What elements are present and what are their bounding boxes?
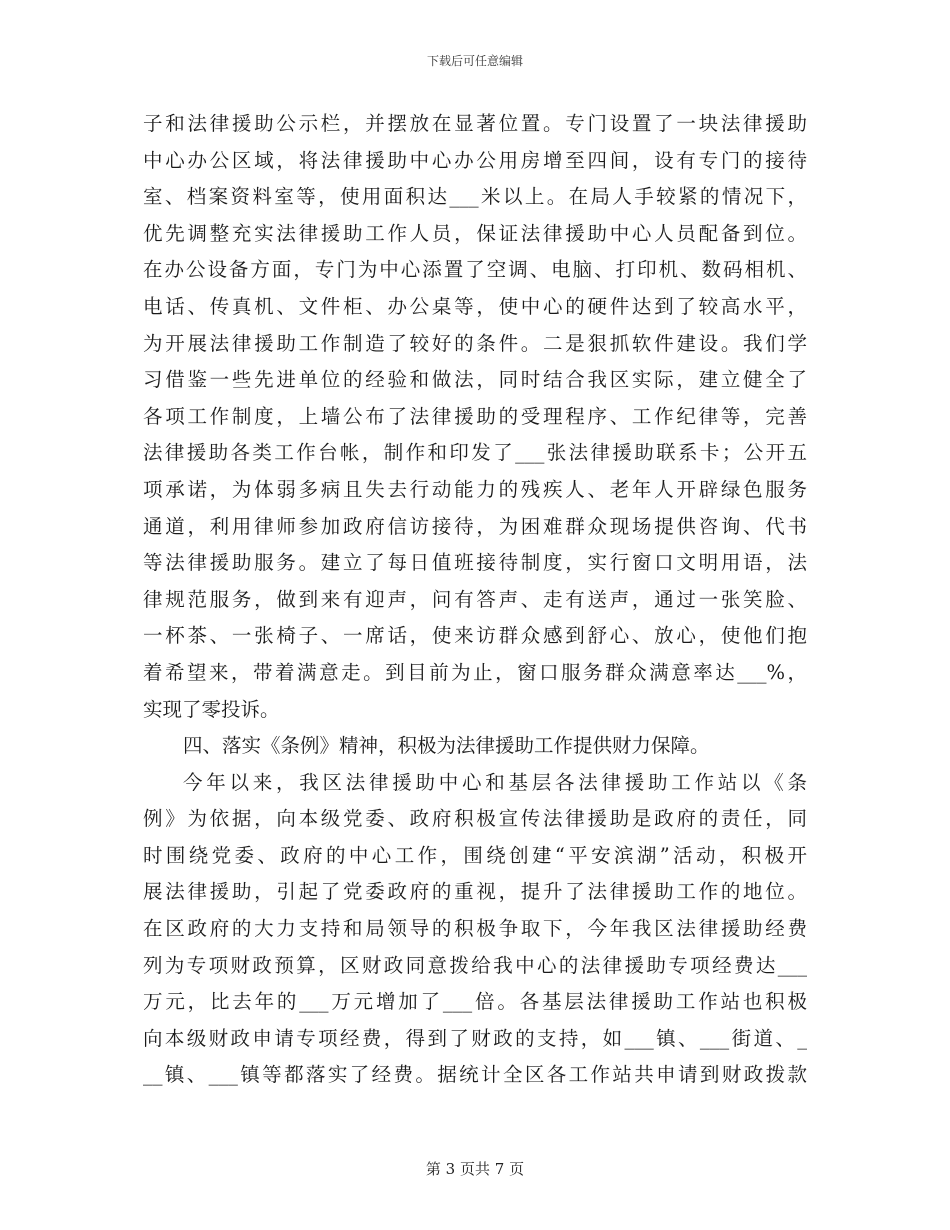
document-body (143, 106, 807, 1094)
text-line: 列为专项财政预算，区财政同意拨给我中心的法律援助专项经费达___ (143, 953, 807, 977)
text-line: 法律援助各类工作台帐，制作和印发了___张法律援助联系卡；公开五 (143, 441, 807, 465)
text-line: 子和法律援助公示栏，并摆放在显著位置。专门设置了一块法律援助 (143, 112, 807, 135)
text-line: 优先调整充实法律援助工作人员，保证法律援助中心人员配备到位。 (143, 221, 807, 245)
text-line: 习借鉴一些先进单位的经验和做法，同时结合我区实际，建立健全了 (143, 368, 807, 392)
text-line: 万元，比去年的___万元增加了___倍。各基层法律援助工作站也积极 (143, 990, 807, 1014)
text-line: 展法律援助，引起了党委政府的重视，提升了法律援助工作的地位。 (143, 880, 807, 904)
text-line: 通道，利用律师参加政府信访接待，为困难群众现场提供咨询、代书 (143, 514, 807, 538)
text-line: 向本级财政申请专项经费，得到了财政的支持，如___镇、___街道、_ (143, 1026, 807, 1050)
paragraph-start-line: 今年以来，我区法律援助中心和基层各法律援助工作站以《条 (183, 770, 807, 794)
text-line: 中心办公区域，将法律援助中心办公用房增至四间，设有专门的接待 (143, 148, 807, 172)
text-line: 为开展法律援助工作制造了较好的条件。二是狠抓软件建设。我们学 (143, 331, 807, 355)
text-line: 例》为依据，向本级党委、政府积极宣传法律援助是政府的责任，同 (143, 807, 807, 831)
text-line: 一杯茶、一张椅子、一席话，使来访群众感到舒心、放心，使他们抱 (143, 624, 807, 648)
text-line: 在办公设备方面，专门为中心添置了空调、电脑、打印机、数码相机、 (143, 258, 807, 282)
page-footer: 第 3 页共 7 页 (425, 1160, 525, 1178)
text-line: 项承诺，为体弱多病且失去行动能力的残疾人、老年人开辟绿色服务 (143, 477, 807, 501)
text-line: 各项工作制度，上墙公布了法律援助的受理程序、工作纪律等，完善 (143, 404, 807, 428)
text-line: 在区政府的大力支持和局领导的积极争取下，今年我区法律援助经费 (143, 917, 807, 941)
text-line: 着希望来，带着满意走。到目前为止，窗口服务群众满意率达___%， (143, 660, 807, 684)
text-line: 实现了零投诉。 (143, 697, 280, 721)
text-line: 室、档案资料室等，使用面积达___米以上。在局人手较紧的情况下， (143, 185, 807, 209)
text-line: 时围绕党委、政府的中心工作，围绕创建“平安滨湖”活动，积极开 (143, 843, 807, 867)
text-line: 律规范服务，做到来有迎声，问有答声、走有送声，通过一张笑脸、 (143, 587, 807, 611)
text-line: __镇、___镇等都落实了经费。据统计全区各工作站共申请到财政拨款 (143, 1063, 807, 1087)
section-heading: 四、落实《条例》精神，积极为法律援助工作提供财力保障。 (183, 734, 710, 758)
page-header: 下载后可任意编辑 (426, 54, 523, 68)
text-line: 电话、传真机、文件柜、办公桌等，使中心的硬件达到了较高水平， (143, 294, 807, 318)
text-line: 等法律援助服务。建立了每日值班接待制度，实行窗口文明用语，法 (143, 551, 807, 575)
